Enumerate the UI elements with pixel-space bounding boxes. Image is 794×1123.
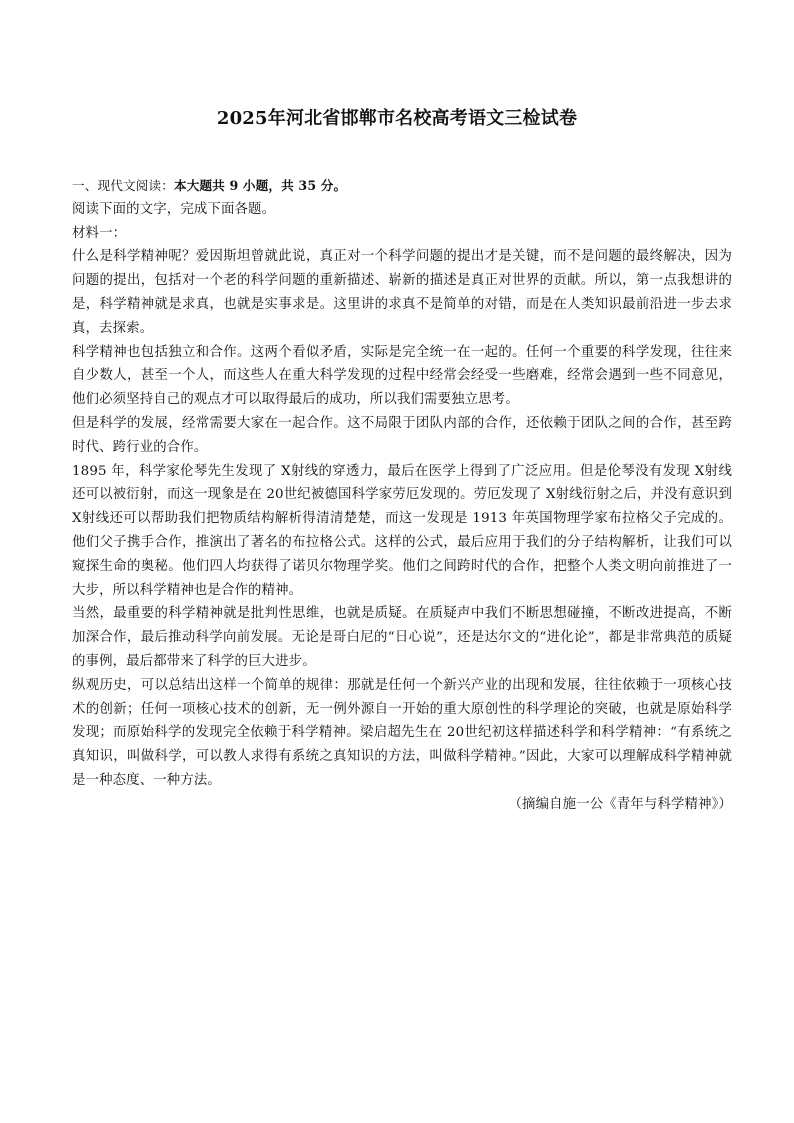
section-detail: 本大题共 9 小题，共 35 分。 bbox=[173, 178, 347, 193]
document-title: 2025年河北省邯郸市名校高考语文三检试卷 bbox=[216, 108, 578, 129]
material-label: 材料一： bbox=[72, 225, 127, 241]
source-citation: （摘编自施一公《青年与科学精神》） bbox=[508, 796, 732, 812]
section-heading bbox=[72, 174, 732, 198]
paragraph-1: 什么是科学精神呢？爱因斯坦曾就此说，真正对一个科学问题的提出才是关键，而不是问题的最终解决，因为问题的提出，包括对一个老的科学问题的重新描述、崭新的描述是真正对世界的贡献。所以，第一点我想讲的是，科学精神就是求真，也就是实事求是。这里讲的求真不是简单的对错，而是在人类知识最前沿进一步去求真，去探索。 bbox=[72, 249, 732, 336]
section-label: 一、现代文阅读： bbox=[72, 178, 174, 193]
document-body bbox=[72, 174, 732, 817]
paragraph-2: 科学精神也包括独立和合作。这两个看似矛盾，实际是完全统一在一起的。任何一个重要的科学发现，往往来自少数人，甚至一个人，而这些人在重大科学发现的过程中经常会经受一些磨难，经常会遇到一些不同意见，他们必须坚持自己的观点才可以取得最后的成功，所以我们需要独立思考。 bbox=[72, 344, 732, 408]
reading-instruction: 阅读下面的文字，完成下面各题。 bbox=[72, 201, 276, 217]
paragraph-4: 1895 年，科学家伦琴先生发现了 X射线的穿透力，最后在医学上得到了广泛应用。但是伦琴没有发现 X射线还可以被衍射，而这一现象是在 20世纪被德国科学家劳厄发现的。劳厄发现了 X射线衍射之后，并没有意识到 X射线还可以帮助我们把物质结构解析得清清楚楚，而这一发现是 1913 年英国物理学家布拉格父子完成的。他们父子携手合作，推演出了著名的布拉格公式。这样的公式，最后应用于我们的分子结构解析，让我们可以窥探生命的奥秘。他们四人均获得了诺贝尔物理学奖。他们之间跨时代的合作，把整个人类文明向前推进了一大步，所以科学精神也是合作的精神。 bbox=[72, 463, 732, 598]
paragraph-3: 但是科学的发展，经常需要大家在一起合作。这不局限于团队内部的合作，还依赖于团队之间的合作，甚至跨时代、跨行业的合作。 bbox=[72, 415, 732, 455]
paragraph-6: 纵观历史，可以总结出这样一个简单的规律：那就是任何一个新兴产业的出现和发展，往往依赖于一项核心技术的创新；任何一项核心技术的创新，无一例外源自一开始的重大原创性的科学理论的突破，也就是原始科学发现；而原始科学的发现完全依赖于科学精神。梁启超先生在 20世纪初这样描述科学和科学精神：“有系统之真知识，叫做科学，可以教人求得有系统之真知识的方法，叫做科学精神。”因此，大家可以理解成科学精神就是一种态度、一种方法。 bbox=[72, 677, 732, 788]
paragraph-5: 当然，最重要的科学精神就是批判性思维，也就是质疑。在质疑声中我们不断思想碰撞，不断改进提高，不断加深合作，最后推动科学向前发展。无论是哥白尼的“日心说”，还是达尔文的“进化论”，都是非常典范的质疑的事例，最后都带来了科学的巨大进步。 bbox=[72, 606, 732, 669]
